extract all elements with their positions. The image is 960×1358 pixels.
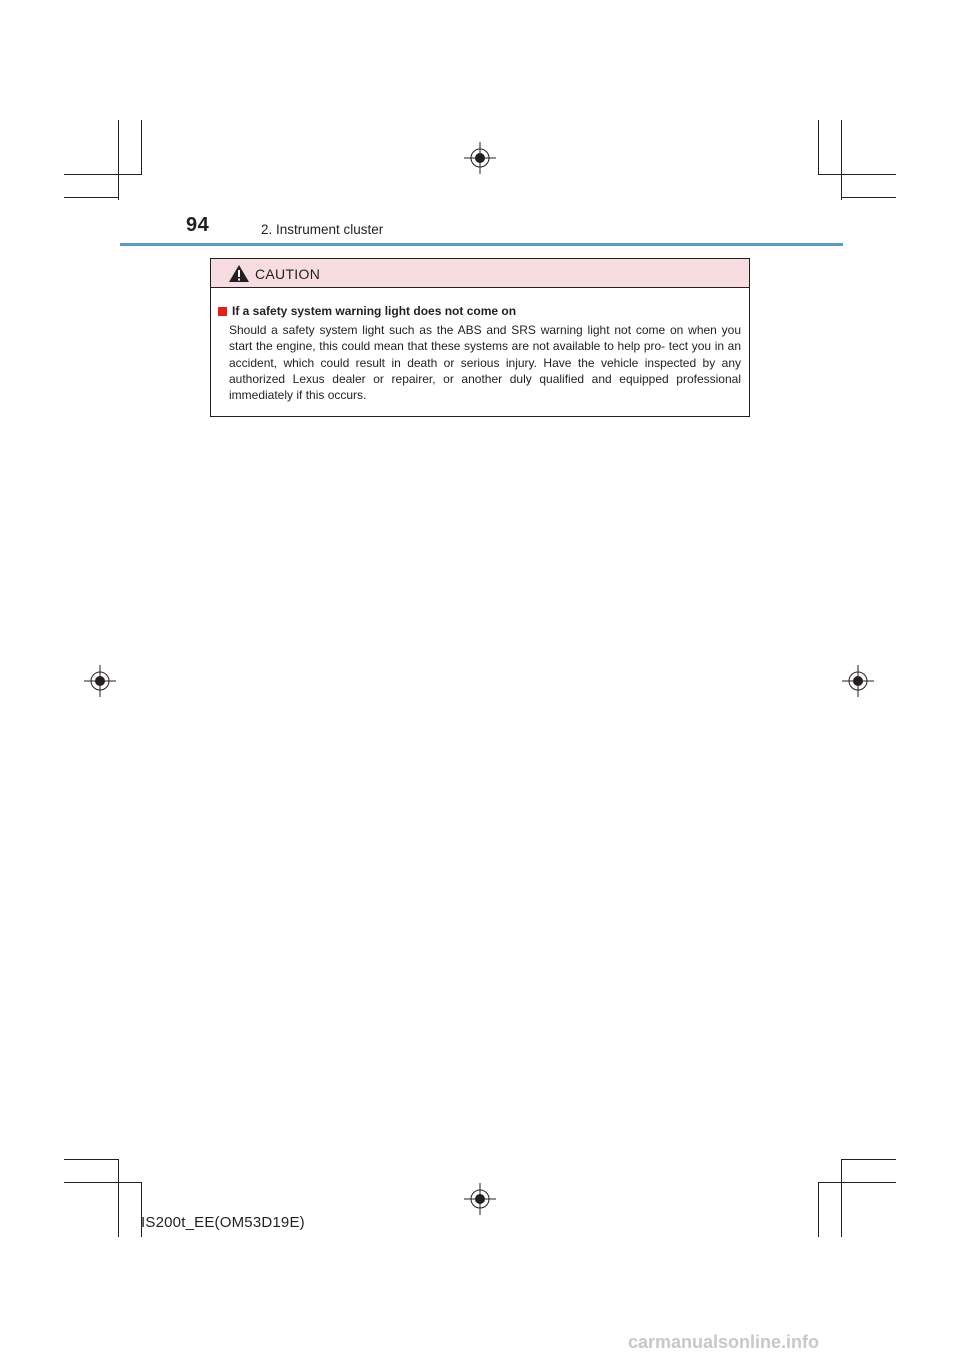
crop-mark	[818, 1182, 819, 1237]
crop-mark	[818, 120, 819, 175]
crop-mark	[818, 174, 896, 175]
caution-item-body: Should a safety system light such as the ABS and SRS warning light not come on when you start the engine, this could mean that these systems are not available to help pro- tect you in an accident, which could result in death or serious injury. Have the vehicle inspected by any authorized Lexus dealer or repairer, or another duly qualified and equipped professional immediately if this occurs.	[229, 323, 741, 403]
crop-mark	[841, 197, 896, 198]
watermark: carmanualsonline.info	[628, 1332, 820, 1352]
registration-mark-icon	[464, 1183, 496, 1215]
crop-mark	[64, 1182, 142, 1183]
crop-mark	[141, 120, 142, 175]
warning-triangle-icon	[228, 264, 250, 283]
caution-item-title-text: If a safety system warning light does not come on	[232, 304, 517, 318]
registration-mark-icon	[84, 665, 116, 697]
crop-mark	[118, 120, 119, 200]
section-title: 2. Instrument cluster	[261, 222, 384, 237]
crop-mark	[64, 197, 119, 198]
crop-mark	[841, 1159, 842, 1237]
crop-mark	[118, 1159, 119, 1237]
registration-mark-icon	[842, 665, 874, 697]
crop-mark	[64, 174, 142, 175]
bullet-square-icon	[218, 307, 227, 316]
crop-mark	[841, 120, 842, 200]
caution-item-title	[218, 304, 516, 318]
crop-mark	[64, 1159, 119, 1160]
caution-header	[211, 259, 749, 288]
crop-mark	[841, 1159, 896, 1160]
crop-mark	[818, 1182, 896, 1183]
caution-label: CAUTION	[255, 266, 321, 282]
page-number: 94	[186, 214, 210, 236]
caution-box	[210, 258, 750, 417]
header-rule	[120, 243, 843, 246]
registration-mark-icon	[464, 142, 496, 174]
document-code: IS200t_EE(OM53D19E)	[141, 1214, 305, 1231]
